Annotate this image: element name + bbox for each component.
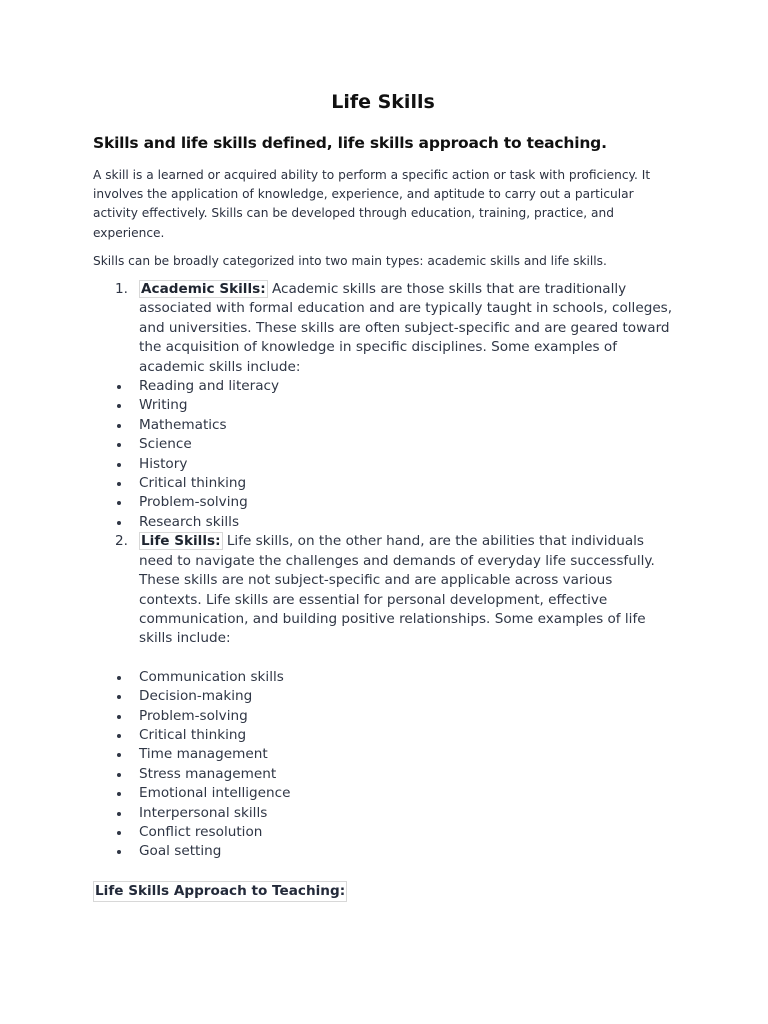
academic-skills-description: Academic skills are those skills that are traditionally associated with formal education and are typically taught in schools, colleges, and universities. These skills are often subject-specific and are geared toward the acquisition of knowledge in specific disciplines. Some examples of academic skills include:	[139, 281, 673, 375]
list-item: Goal setting	[93, 842, 673, 861]
list-item: Critical thinking	[93, 474, 673, 493]
term-academic-skills: Academic Skills:	[141, 281, 266, 298]
list-item: Science	[93, 435, 673, 454]
blank-line	[93, 649, 673, 668]
list-item: Communication skills	[93, 668, 673, 687]
list-item-academic-skills	[93, 280, 673, 377]
academic-skills-examples	[93, 377, 673, 532]
list-item: Reading and literacy	[93, 377, 673, 396]
intro-paragraph: A skill is a learned or acquired ability to perform a specific action or task with proficiency. It involves the application of knowledge, experience, and aptitude to carry out a particular activity effectively. Skills can be developed through education, training, practice, and experience.	[93, 168, 651, 240]
list-item: Decision-making	[93, 687, 673, 706]
list-item: Problem-solving	[93, 493, 673, 512]
list-item-life-skills	[93, 532, 673, 648]
list-item: Stress management	[93, 765, 673, 784]
document-subtitle: Skills and life skills defined, life skills approach to teaching.	[93, 134, 607, 152]
list-number: 2.	[115, 533, 128, 550]
document-page	[93, 88, 673, 902]
list-item: Critical thinking	[93, 726, 673, 745]
list-item: Conflict resolution	[93, 823, 673, 842]
life-skills-description: Life skills, on the other hand, are the abilities that individuals need to navigate the challenges and demands of everyday life successfully. These skills are not subject-specific and are applicable across various contexts. Life skills are essential for personal development, effective communication, and building positive relationships. Some examples of life skills include:	[139, 533, 655, 647]
list-item: Mathematics	[93, 416, 673, 435]
list-item: History	[93, 455, 673, 474]
list-item: Emotional intelligence	[93, 784, 673, 803]
list-item: Time management	[93, 745, 673, 764]
list-item: Interpersonal skills	[93, 804, 673, 823]
section-heading-approach: Life Skills Approach to Teaching:	[93, 881, 347, 902]
list-item: Research skills	[93, 513, 673, 532]
document-title: Life Skills	[331, 91, 435, 113]
list-item: Problem-solving	[93, 707, 673, 726]
skill-types-list	[93, 280, 673, 862]
term-life-skills: Life Skills:	[141, 533, 221, 550]
list-item: Writing	[93, 396, 673, 415]
categories-paragraph: Skills can be broadly categorized into two main types: academic skills and life skills.	[93, 253, 607, 268]
list-number: 1.	[115, 281, 128, 298]
life-skills-examples	[93, 668, 673, 862]
